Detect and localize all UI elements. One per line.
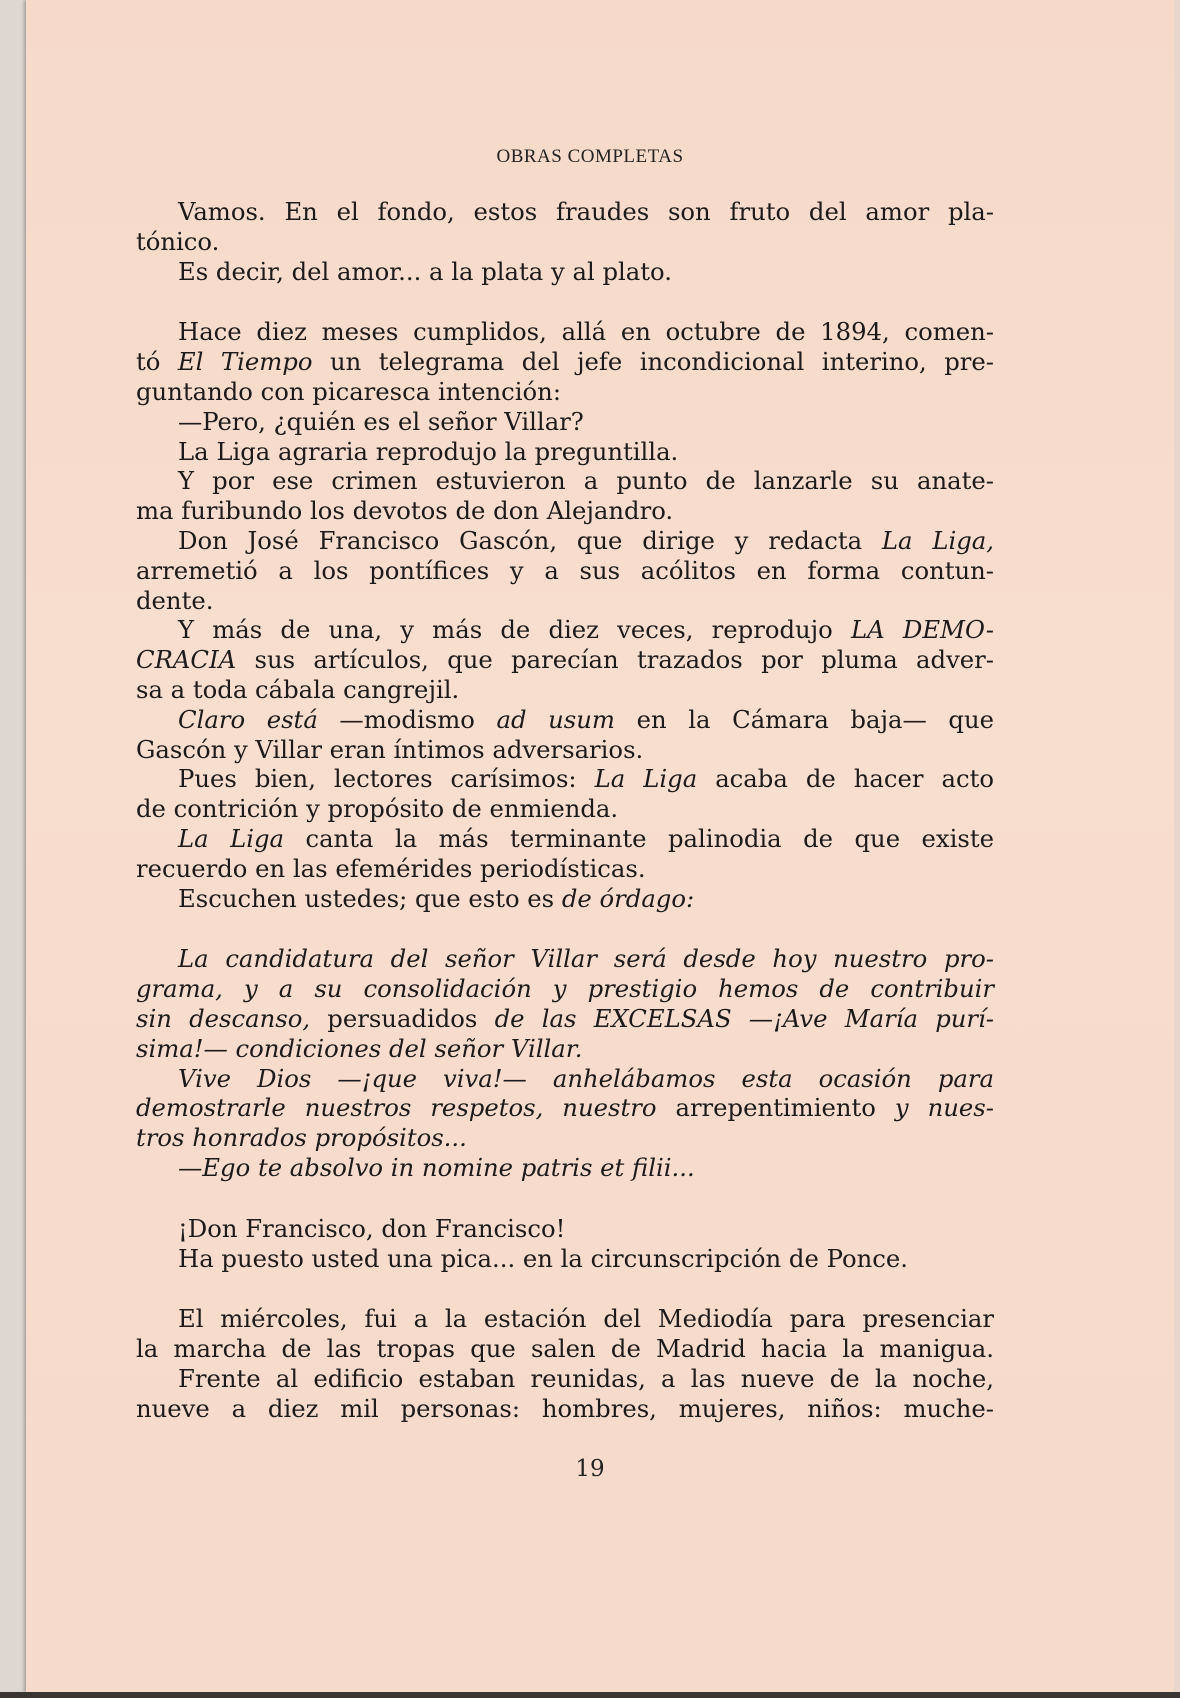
quote-line: —Ego te absolvo in nomine patris et filii...	[178, 1152, 695, 1182]
quote-line: sin descanso, persuadidos de las EXCELSAS —¡Ave María purí-	[136, 1003, 994, 1033]
text-line: tó El Tiempo un telegrama del jefe incondicional interino, pre-	[136, 347, 995, 377]
text-line: la marcha de las tropas que salen de Madrid hacia la manigua.	[136, 1334, 994, 1364]
text-line: —Pero, ¿quién es el señor Villar?	[178, 406, 584, 436]
text-line: ma furibundo los devotos de don Alejandro.	[136, 496, 674, 526]
text-line: tónico.	[136, 226, 220, 256]
text-line: ¡Don Francisco, don Francisco!	[178, 1213, 566, 1243]
paragraph-gap	[136, 913, 994, 944]
text-line: La Liga agraria reprodujo la preguntilla.	[178, 436, 679, 466]
text-line: arremetió a los pontífices y a sus acólitos en forma contun-	[136, 555, 994, 585]
paragraph-gap	[136, 1183, 994, 1214]
text-line: nueve a diez mil personas: hombres, mujeres, niños: muche-	[136, 1393, 994, 1423]
text-line: CRACIA sus artículos, que parecían trazados por pluma adver-	[136, 645, 994, 675]
scan-right-edge	[1174, 0, 1180, 1698]
scan-bottom-edge	[0, 1692, 1180, 1698]
text-line: Escuchen ustedes; que esto es de órdago:	[178, 883, 695, 913]
quote-line: tros honrados propósitos...	[136, 1123, 467, 1153]
text-line: dente.	[136, 585, 214, 615]
text-line: Gascón y Villar eran íntimos adversarios.	[136, 734, 644, 764]
paragraph-gap	[136, 286, 994, 317]
page-number: 19	[575, 1456, 605, 1482]
quote-line: sima!— condiciones del señor Villar.	[136, 1033, 583, 1063]
text-line: Don José Francisco Gascón, que dirige y redacta La Liga,	[178, 525, 994, 555]
text-line: Frente al edificio estaban reunidas, a las nueve de la noche,	[178, 1363, 994, 1393]
text-line: Claro está —modismo ad usum en la Cámara baja— que	[178, 704, 994, 734]
text-line: Hace diez meses cumplidos, allá en octubre de 1894, comen-	[178, 317, 994, 347]
text-line: Ha puesto usted una pica... en la circunscripción de Ponce.	[178, 1243, 908, 1273]
text-line: recuerdo en las efemérides periodísticas.	[136, 853, 646, 883]
quote-line: grama, y a su consolidación y prestigio hemos de contribuir	[136, 974, 994, 1004]
scan-left-edge	[0, 0, 26, 1698]
quote-line: demostrarle nuestros respetos, nuestro arrepentimiento y nues-	[136, 1093, 994, 1123]
text-line: de contrición y propósito de enmienda.	[136, 794, 619, 824]
text-line: Es decir, del amor... a la plata y al plato.	[178, 256, 672, 286]
text-line: El miércoles, fui a la estación del Mediodía para presenciar	[178, 1304, 994, 1334]
quote-line: Vive Dios —¡que viva!— anhelábamos esta ocasión para	[178, 1063, 994, 1093]
body-text	[136, 197, 994, 1423]
text-line: guntando con picaresca intención:	[136, 376, 562, 406]
text-line: Y más de una, y más de diez veces, reprodujo LA DEMO-	[178, 615, 994, 645]
running-head: OBRAS COMPLETAS	[496, 146, 684, 167]
text-line: La Liga canta la más terminante palinodia de que existe	[178, 823, 994, 853]
text-line: Pues bien, lectores carísimos: La Liga acaba de hacer acto	[178, 764, 994, 794]
quote-line: La candidatura del señor Villar será desde hoy nuestro pro-	[178, 944, 994, 974]
text-line: Y por ese crimen estuvieron a punto de lanzarle su anate-	[178, 466, 994, 496]
text-line: Vamos. En el fondo, estos fraudes son fruto del amor pla-	[178, 197, 994, 226]
paragraph-gap	[136, 1273, 994, 1304]
text-line: sa a toda cábala cangrejil.	[136, 674, 460, 704]
